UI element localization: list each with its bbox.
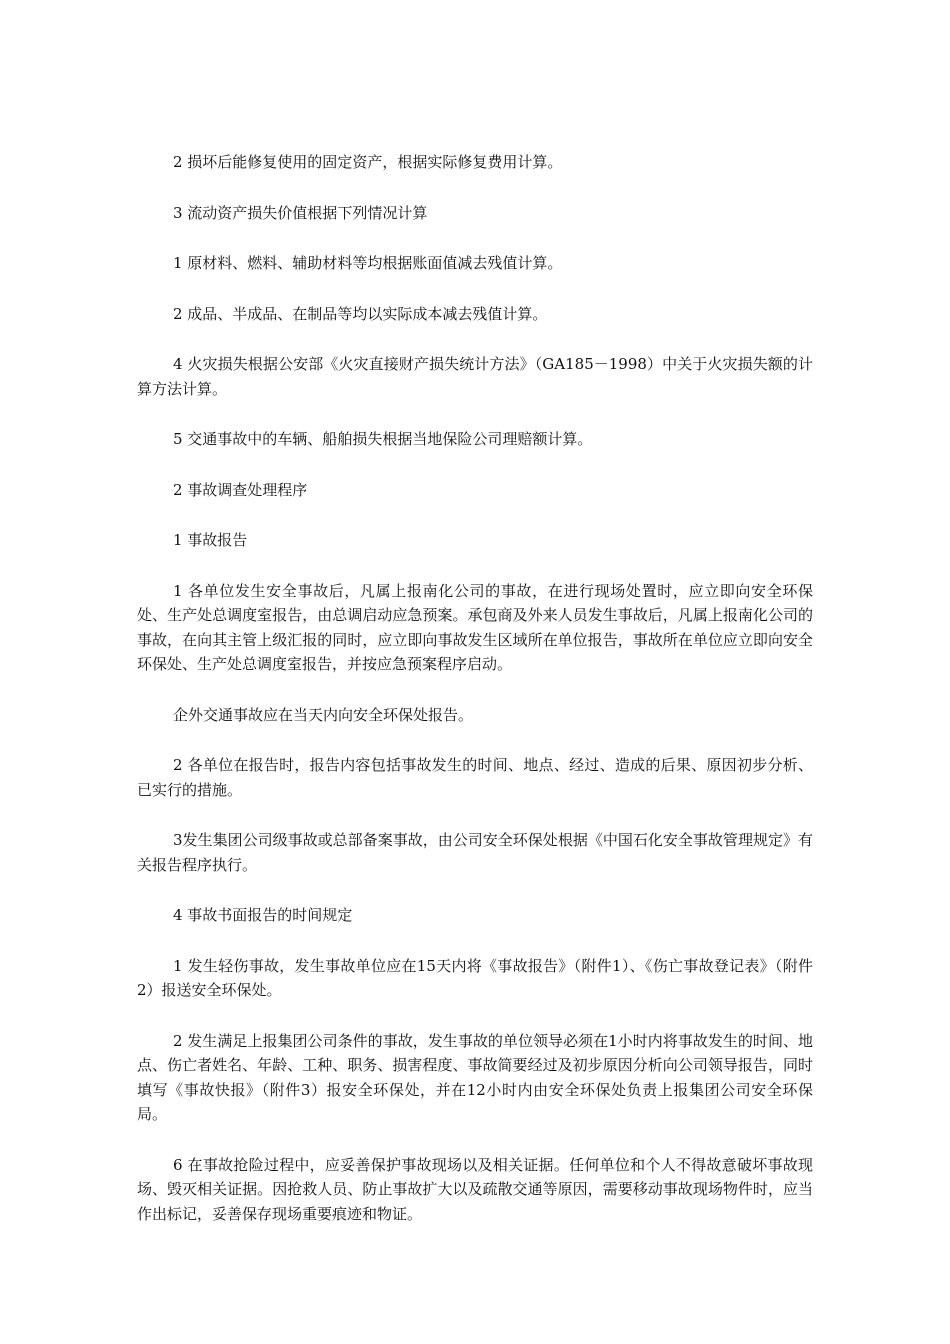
- subsection-heading: 4 事故书面报告的时间规定: [173, 906, 353, 924]
- paragraph: 3 流动资产损失价值根据下列情况计算: [173, 203, 428, 222]
- paragraph: 2 各单位在报告时，报告内容包括事故发生的时间、地点、经过、造成的后果、原因初步分析、已实行的措施。: [137, 756, 813, 799]
- document-body: [137, 150, 813, 1252]
- subsection-heading: 1 事故报告: [173, 531, 248, 549]
- paragraph: 4 火灾损失根据公安部《火灾直接财产损失统计方法》（GA185－1998）中关于火灾损失额的计算方法计算。: [137, 355, 813, 398]
- paragraph: 2 损坏后能修复使用的固定资产，根据实际修复费用计算。: [173, 153, 563, 171]
- paragraph: 1 各单位发生安全事故后，凡属上报南化公司的事故，在进行现场处置时，应立即向安全环保处、生产处总调度室报告，由总调启动应急预案。承包商及外来人员发生事故后，凡属上报南化公司的事故，在向其主管上级汇报的同时，应立即向事故发生区域所在单位报告，事故所在单位应立即向安全环保处、生产处总调度室报告，并按应急预案程序启动。: [137, 581, 813, 673]
- paragraph: 5 交通事故中的车辆、船舶损失根据当地保险公司理赔额计算。: [173, 430, 593, 448]
- paragraph: 1 发生轻伤事故，发生事故单位应在15天内将《事故报告》（附件1）、《伤亡事故登记表》（附件2）报送安全环保处。: [137, 956, 813, 999]
- paragraph: 1 原材料、燃料、辅助材料等均根据账面值减去残值计算。: [173, 254, 563, 272]
- paragraph: 6 在事故抢险过程中，应妥善保护事故现场以及相关证据。任何单位和个人不得故意破坏事故现场、毁灭相关证据。因抢救人员、防止事故扩大以及疏散交通等原因，需要移动事故现场物件时，应当作出标记，妥善保存现场重要痕迹和物证。: [137, 1155, 813, 1223]
- paragraph: 2 发生满足上报集团公司条件的事故，发生事故的单位领导必须在1小时内将事故发生的时间、地点、伤亡者姓名、年龄、工种、职务、损害程度、事故简要经过及初步原因分析向公司领导报告，同时填写《事故快报》（附件3）报安全环保处，并在12小时内由安全环保处负责上报集团公司安全环保局。: [137, 1031, 813, 1123]
- paragraph: 企外交通事故应在当天内向安全环保处报告。: [173, 705, 474, 724]
- paragraph: 2 成品、半成品、在制品等均以实际成本减去残值计算。: [173, 304, 548, 323]
- section-heading: 2 事故调查处理程序: [173, 480, 308, 499]
- paragraph: 3发生集团公司级事故或总部备案事故，由公司安全环保处根据《中国石化安全事故管理规定》有关报告程序执行。: [137, 831, 813, 874]
